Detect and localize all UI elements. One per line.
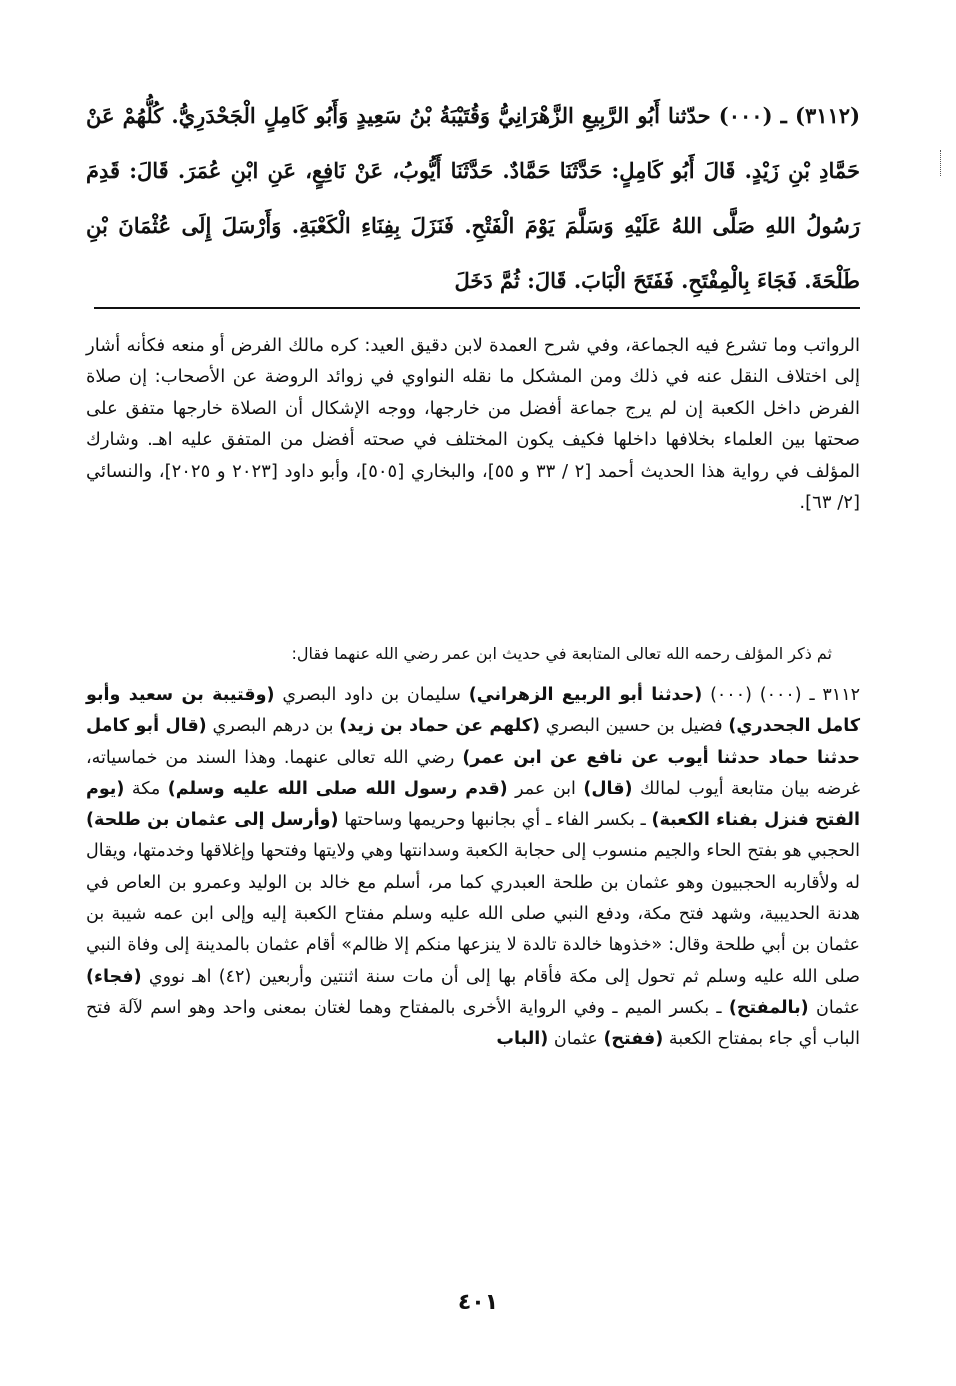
sharh-text: عثمان	[808, 997, 860, 1018]
sharh-quote: (حدثنا أبو الربيع الزهراني)	[468, 685, 703, 705]
sharh-quote: (الباب	[496, 1029, 549, 1050]
hadith-paragraph: (٣١١٢) ـ (٠٠٠) حدّثنا أَبُو الرَّبِيعِ الزَّهْرَانِيُّ وَقُتَيْبَةُ بْنُ سَعِيدٍ وَأَبُو كَامِلٍ الْجَحْدَرِيُّ. كُلُّهُمْ عَنْ حَمَّادِ بْنِ زَيْدٍ. قَالَ أَبُو كَامِلٍ: حَدَّثَنَا حَمَّادٌ. حَدَّثَنَا أَيُّوبُ، عَنْ نَافِعٍ، عَنِ ابْنِ عُمَرَ. قَالَ: قَدِمَ رَسُولُ اللهِ صَلَّى اللهُ عَلَيْهِ وَسَلَّمَ يَوْمَ الْفَتْحِ. فَنَزَلَ بِفِنَاءِ الْكَعْبَةِ. وَأَرْسَلَ إِلَى عُثْمَانَ بْنِ طَلْحَةَ. فَجَاءَ بِالْمِفْتَحِ. فَفَتَحَ الْبَابَ. قَالَ: ثُمَّ دَخَلَ	[86, 103, 860, 293]
hadith-text-block	[86, 88, 860, 308]
sharh-text: ـ بكسر الفاء ـ أي بجانبها وحريمها وساحتها	[338, 810, 652, 831]
sharh-quote: (وقتيبة بن سعيد وأبو كامل الجحدري)	[86, 685, 860, 737]
sharh-text: بن درهم البصري	[206, 716, 340, 737]
sharh-text: فضيل بن حسين البصري	[539, 716, 729, 737]
sharh-block	[86, 680, 860, 1056]
sharh-text: مكة	[124, 778, 168, 799]
sharh-quote: (كلهم عن حماد بن زيد)	[339, 716, 540, 737]
intro-line: ثم ذكر المؤلف رحمه الله تعالى المتابعة في حديث ابن عمر رضي الله عنهما فقال:	[291, 644, 832, 663]
sharh-quote: (قال أبو كامل حدثنا حماد حدثنا أيوب عن نافع عن ابن عمر)	[86, 716, 860, 768]
sharh-paragraph	[86, 680, 860, 1056]
footnote-separator-line	[94, 307, 860, 309]
page-number: ٤٠١	[457, 1290, 499, 1315]
margin-mark	[940, 150, 943, 176]
sharh-quote: (قال)	[583, 778, 633, 799]
sharh-quote: (بالمفتح)	[728, 997, 809, 1018]
sharh-quote: (يوم الفتح فنزل بفناء الكعبة)	[86, 778, 860, 831]
sharh-quote: (وأرسل إلى عثمان بن طلحة)	[86, 810, 339, 831]
sharh-quote: (ففتح)	[603, 1029, 664, 1050]
sharh-text: ٣١١٢ ـ (٠٠٠) (٠٠٠)	[702, 685, 861, 705]
sharh-quote: (قدم رسول الله صلى الله عليه وسلم)	[167, 778, 508, 799]
sharh-quote: (فجاء)	[86, 966, 142, 987]
commentary-block	[86, 330, 860, 518]
sharh-text: ابن عمر	[507, 778, 584, 799]
sharh-text: عثمان	[548, 1029, 604, 1050]
sharh-text: ـ بكسر الميم ـ وفي الرواية الأخرى بالمفتاح وهما لغتان بمعنى واحد وهو اسم لآلة فتح الباب أي جاء بمفتاح الكعبة	[86, 997, 860, 1050]
sharh-text: الحجبي هو بفتح الحاء والجيم منسوب إلى حجابة الكعبة وسدانتها وهي ولايتها وفتحها وإغلاقها وخدمتها، ويقال له ولأقاربه الحجبيون وهو عثمان بن طلحة العبدري كما مر، أسلم مع خالد بن الوليد وعمرو بن العاص في هدنة الحديبية، وشهد فتح مكة، ودفع النبي صلى الله عليه وسلم مفتاح الكعبة إليه وإلى ابن عمه شيبة بن عثمان بن أبي طلحة وقال: «خذوها خالدة تالدة لا ينزعها منكم إلا ظالم» أقام عثمان بالمدينة إلى وفاة النبي صلى الله عليه وسلم ثم تحول إلى مكة فأقام بها إلى أن مات سنة اثنتين وأربعين (٤٢) اهـ نووي	[86, 841, 861, 987]
sharh-text: رضي الله تعالى عنهما. وهذا السند من خماسياته، غرضه بيان متابعة أيوب لمالك	[86, 747, 860, 799]
sharh-text: سليمان بن داود البصري	[274, 685, 469, 705]
commentary-paragraph: الرواتب وما تشرع فيه الجماعة، وفي شرح العمدة لابن دقيق العيد: كره مالك الفرض أو منعه فكأنه أشار إلى اختلاف النقل عنه في ذلك ومن المشكل ما نقله النواوي في زوائد الروضة عن الأصحاب: إن صلاة الفرض داخل الكعبة إن لم يرج جماعة أفضل من خارجها، ووجه الإشكال أن الصلاة خارجها متفق على صحتها بين العلماء بخلافها داخلها فكيف يكون المختلف في صحته أفضل من المتفق عليه اهـ. وشارك المؤلف في رواية هذا الحديث أحمد [٢ / ٣٣ و ٥٥]، والبخاري [٥٠٥]، وأبو داود [٢٠٢٣ و ٢٠٢٥]، والنسائي [٢/ ٦٣].	[86, 335, 861, 514]
